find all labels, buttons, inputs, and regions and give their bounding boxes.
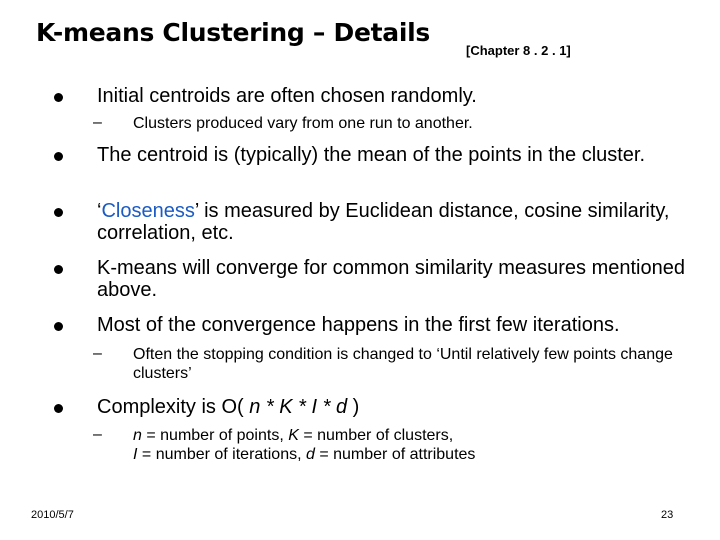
variable-line-1 bbox=[133, 426, 673, 445]
closeness-highlight: Closeness bbox=[101, 200, 195, 222]
var-n: n bbox=[133, 427, 142, 444]
open-quote: ‘ bbox=[97, 200, 102, 222]
sub-bullet-stopping-condition: Often the stopping condition is changed to ‘Until relatively few points change clusters’ bbox=[133, 346, 673, 382]
bullet-icon bbox=[54, 265, 63, 274]
bullet-converge: K-means will converge for common similarity measures mentioned above. bbox=[97, 257, 685, 301]
bullet-icon bbox=[54, 152, 63, 161]
chapter-reference: [Chapter 8 . 2 . 1] bbox=[466, 43, 571, 58]
bullet-icon bbox=[54, 208, 63, 217]
sub-bullet-dash: – bbox=[93, 426, 102, 443]
sub-bullet-dash: – bbox=[93, 345, 102, 362]
var-k: K bbox=[288, 427, 299, 444]
bullet-complexity bbox=[97, 396, 697, 418]
page-number: 23 bbox=[661, 509, 674, 521]
complexity-suffix: ) bbox=[347, 396, 360, 418]
var-i-text: = number of iterations, bbox=[137, 446, 306, 463]
sub-bullet-variable-definitions bbox=[133, 426, 673, 464]
footer-date: 2010/5/7 bbox=[31, 509, 74, 521]
bullet-convergence-iterations: Most of the convergence happens in the first few iterations. bbox=[97, 314, 620, 336]
sub-bullet-clusters-vary: Clusters produced vary from one run to another. bbox=[133, 115, 473, 132]
bullet-icon bbox=[54, 404, 63, 413]
var-d-text: = number of attributes bbox=[314, 446, 476, 463]
sub-bullet-dash: – bbox=[93, 114, 102, 131]
bullet-closeness bbox=[97, 200, 697, 244]
variable-line-2 bbox=[133, 445, 673, 464]
bullet-icon bbox=[54, 93, 63, 102]
complexity-prefix: Complexity is O( bbox=[97, 396, 250, 418]
var-n-text: = number of points, bbox=[141, 427, 289, 444]
bullet-centroid-mean: The centroid is (typically) the mean of the points in the cluster. bbox=[97, 144, 646, 166]
var-d: d bbox=[305, 446, 315, 463]
slide-title: K-means Clustering – Details bbox=[36, 18, 430, 47]
bullet-initial-centroids: Initial centroids are often chosen randomly. bbox=[97, 85, 477, 107]
var-k-text: = number of clusters, bbox=[298, 427, 454, 444]
complexity-formula: n * K * I * d bbox=[249, 396, 348, 418]
bullet-icon bbox=[54, 322, 63, 331]
var-i: I bbox=[133, 446, 138, 463]
closeness-rest: ’ is measured by Euclidean distance, cosine similarity, correlation, etc. bbox=[97, 200, 670, 244]
